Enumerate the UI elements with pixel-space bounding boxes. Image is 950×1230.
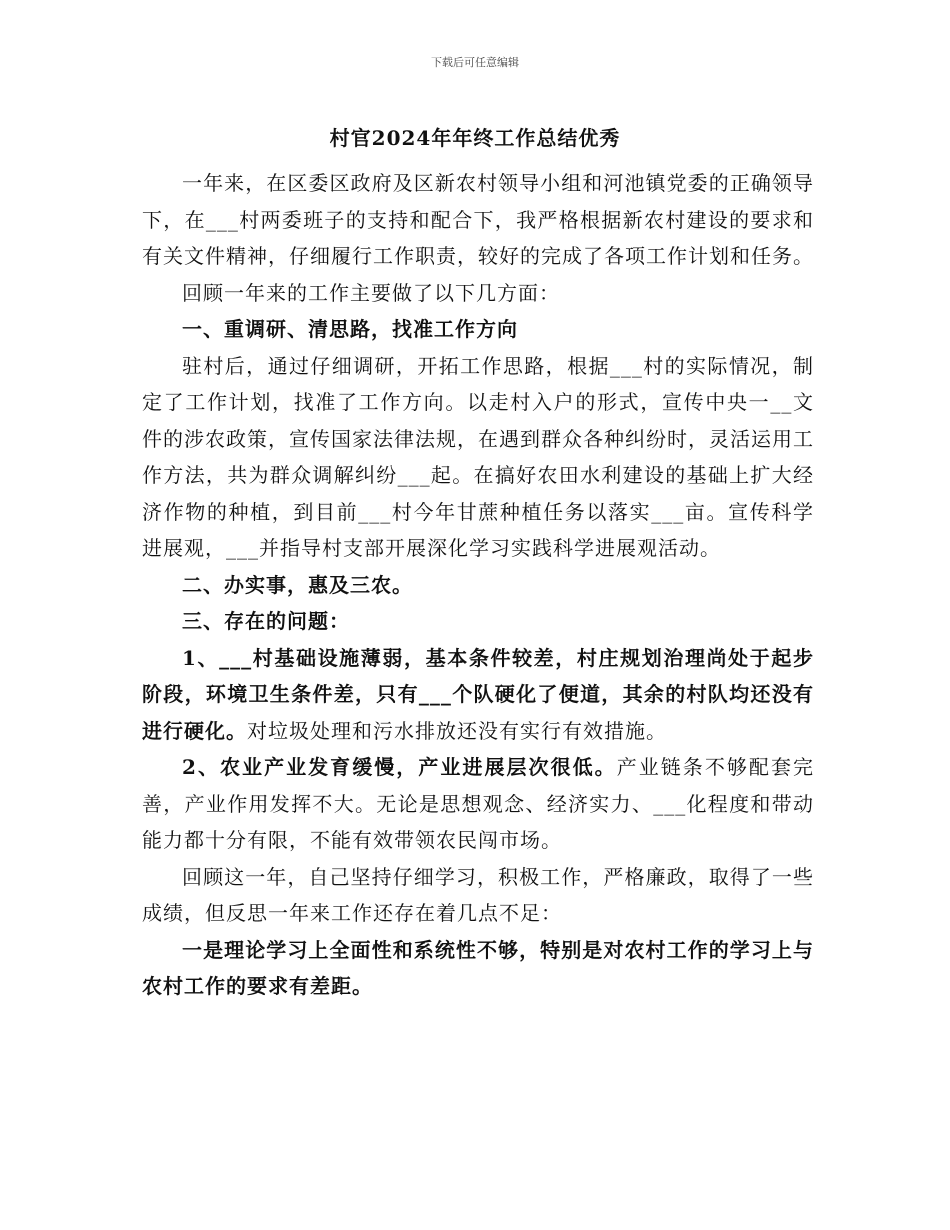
problem-2-bold: 2、农业产业发育缓慢，产业进展层次很低。 [182,755,617,779]
paragraph-problem-1 [142,640,814,750]
document-title: 村官2024年年终工作总结优秀 [329,126,621,150]
document-body [142,165,814,1005]
section-heading-3: 三、存在的问题： [182,609,350,633]
paragraph-problem-2 [142,749,814,859]
problem-1-rest: 对垃圾处理和污水排放还没有实行有效措施。 [247,718,667,743]
section-heading-1: 一、重调研、清思路，找准工作方向 [182,317,518,341]
section-heading-2: 二、办实事，惠及三农。 [182,572,413,597]
paragraph-section-1: 驻村后，通过仔细调研，开拓工作思路，根据___村的实际情况，制定了工作计划，找准了工作方向。以走村入户的形式，宣传中央一__文件的涉农政策，宣传国家法律法规，在遇到群众各种纠纷时，灵活运用工作方法，共为群众调解纠纷___起。在搞好农田水利建设的基础上扩大经济作物的种植，到目前___村今年甘蔗种植任务以落实___亩。宣传科学进展观，___并指导村支部开展深化学习实践科学进展观活动。 [142,353,814,560]
header-note: 下载后可任意编辑 [431,56,519,69]
paragraph-reflection: 回顾这一年，自己坚持仔细学习，积极工作，严格廉政，取得了一些成绩，但反思一年来工作还存在着几点不足： [142,864,814,925]
paragraph-shortcoming-1: 一是理论学习上全面性和系统性不够，特别是对农村工作的学习上与农村工作的要求有差距。 [142,937,814,998]
problem-1-bold: 1、___村基础设施薄弱，基本条件较差，村庄规划治理尚处于起步阶段，环境卫生条件差，只有___个队硬化了便道，其余的村队均还没有进行硬化。 [142,645,814,743]
paragraph-intro: 一年来，在区委区政府及区新农村领导小组和河池镇党委的正确领导下，在___村两委班子的支持和配合下，我严格根据新农村建设的要求和有关文件精神，仔细履行工作职责，较好的完成了各项工作计划和任务。 [142,171,814,268]
problem-2-rest: 产业链条不够配套完善，产业作用发挥不大。无论是思想观念、经济实力、___化程度和带动能力都十分有限，不能有效带领农民闯市场。 [142,755,814,852]
paragraph-review: 回顾一年来的工作主要做了以下几方面： [182,280,560,305]
